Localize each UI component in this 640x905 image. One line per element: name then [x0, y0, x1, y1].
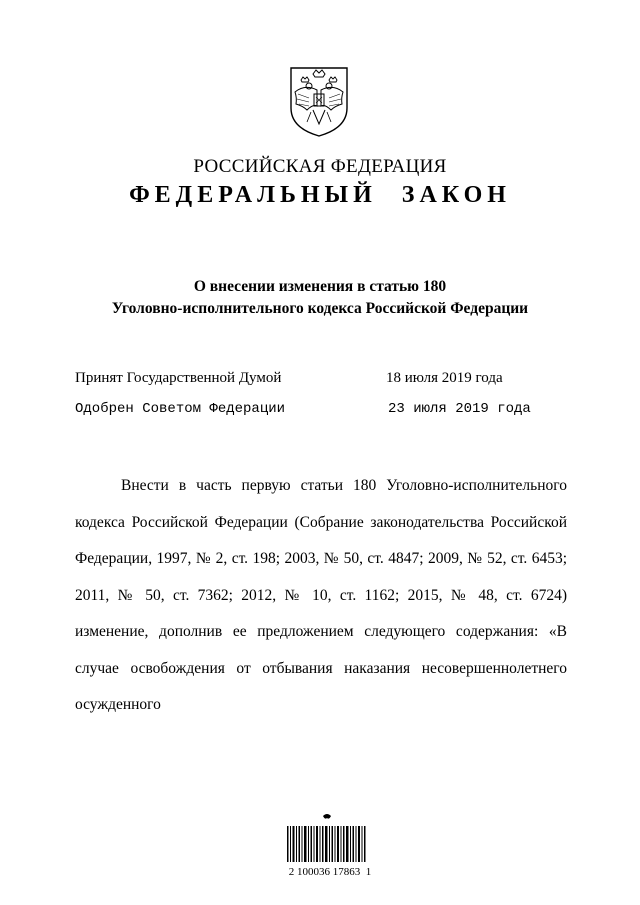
- country-name: РОССИЙСКАЯ ФЕДЕРАЦИЯ: [193, 156, 447, 177]
- approved-by-council-date: 23 июля 2019 года: [388, 401, 531, 417]
- barcode-icon: [287, 814, 367, 864]
- document-type: ФЕДЕРАЛЬНЫЙ ЗАКОН: [129, 182, 511, 208]
- law-body-paragraph: Внести в часть первую статьи 180 Уголовно-исполнительного кодекса Российской Федерации (Собрание законодательства Российской Федерации, 1997, № 2, ст. 198; 2003, № 50, ст. 4847; 2009, № 52, ст. 6453; 2011, № 50, ст. 7362; 2012, № 10, ст. 1162; 2015, № 48, ст. 6724) изменение, дополнив ее предложением следующего содержания: «В случае освобождения от отбывания наказания несовершеннолетнего осужденного: [75, 477, 567, 713]
- adopted-by-duma-date: 18 июля 2019 года: [386, 370, 503, 386]
- coat-of-arms-icon: [287, 64, 351, 138]
- law-title-line-2: Уголовно-исполнительного кодекса Российской Федерации: [111, 300, 529, 317]
- barcode-number: 2 100036 17863 1: [288, 866, 372, 878]
- law-title-line-1: О внесении изменения в статью 180: [193, 278, 447, 295]
- law-title: [0, 276, 640, 320]
- approved-by-council-label: Одобрен Советом Федерации: [75, 401, 286, 417]
- adopted-by-duma-label: Принят Государственной Думой: [75, 370, 282, 386]
